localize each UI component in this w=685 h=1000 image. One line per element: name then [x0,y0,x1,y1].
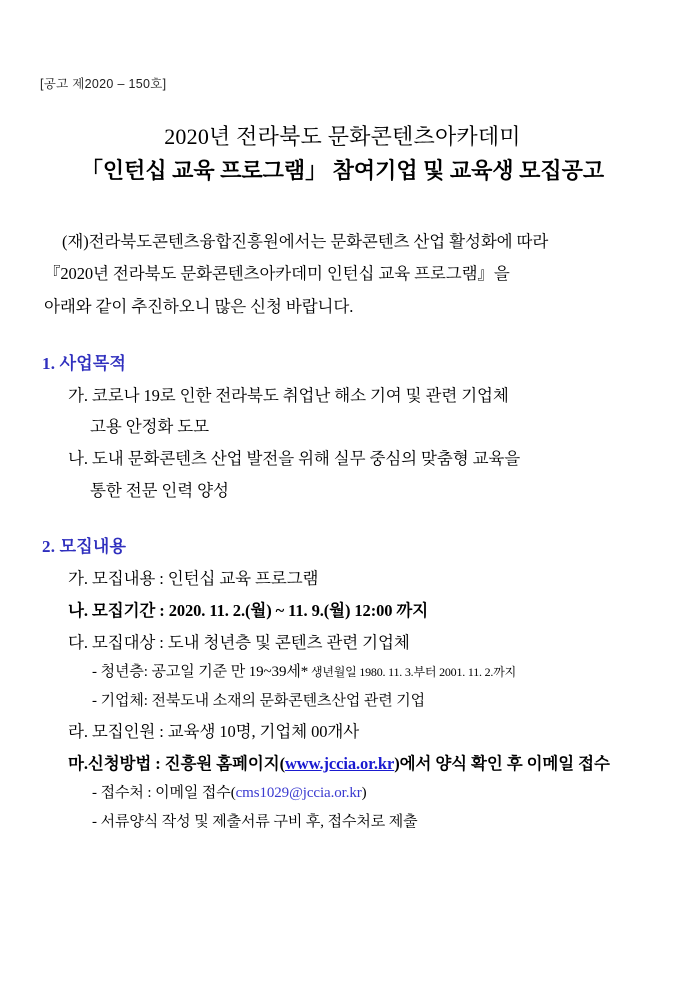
item-text: 모집대상 : 도내 청년층 및 콘텐츠 관련 기업체 [91,632,410,652]
sub-item [92,658,647,687]
sub-item-text: 청년층: 공고일 기준 만 19~39세* [100,664,309,681]
item-text: 도내 문화콘텐츠 산업 발전을 위해 실무 중심의 맞춤형 교육을 [91,449,521,469]
item-text-after: )에서 양식 확인 후 이메일 접수 [394,753,610,773]
sub-item-text: 기업체: 전북도내 소재의 문화콘텐츠산업 관련 기업 [100,693,426,710]
homepage-link[interactable]: www.jccia.or.kr [284,753,395,773]
item-label: 나. [68,449,88,469]
dash-marker: - [92,693,97,710]
section-heading: 1. 사업목적 [42,353,127,373]
item-text: 코로나 19로 인한 전라북도 취업난 해소 기여 및 관련 기업체 [91,385,509,405]
item-text: 신청방법 : 진흥원 홈페이지( [87,753,285,773]
section-purpose [38,349,647,507]
list-item [68,627,647,659]
item-text: 모집내용 : 인턴십 교육 프로그램 [91,569,319,589]
list-item-continuation [68,411,647,443]
dash-marker: - [92,785,97,802]
sub-item [92,779,647,808]
email-address[interactable]: cms1029@jccia.or.kr [235,785,362,802]
list-item [68,595,647,627]
item-label: 마. [68,753,88,773]
list-item [68,563,647,595]
list-item [68,748,647,780]
item-text: 모집기간 : 2020. 11. 2.(월) ~ 11. 9.(월) 12:00 까지 [91,601,429,621]
item-label: 가. [68,385,88,405]
sub-item-text: 접수처 : 이메일 접수( [100,785,236,802]
intro-line-2: 『2020년 전라북도 문화콘텐츠아카데미 인턴십 교육 프로그램』을 [44,264,510,284]
list-item [68,443,647,475]
item-text-cont: 통한 전문 인력 양성 [90,480,229,500]
list-item-continuation [68,475,647,507]
notice-number: [공고 제2020 – 150호] [40,77,167,91]
section-recruitment [38,532,647,837]
item-text-cont: 고용 안정화 도모 [90,417,209,437]
item-label: 나. [68,601,88,621]
sub-item-text: 서류양식 작성 및 제출서류 구비 후, 접수처로 제출 [100,814,418,831]
item-text: 모집인원 : 교육생 10명, 기업체 00개사 [91,722,360,741]
dash-marker: - [92,664,97,681]
item-label: 다. [68,632,88,652]
list-item [68,380,647,412]
intro-paragraph [44,226,643,323]
intro-line-1: (재)전라북도콘텐츠융합진흥원에서는 문화콘텐츠 산업 활성화에 따라 [62,232,549,252]
item-label: 가. [68,569,88,589]
item-label: 라. [68,722,88,741]
title-line-2: 「인턴십 교육 프로그램」 참여기업 및 교육생 모집공고 [80,158,605,184]
section-heading: 2. 모집내용 [42,537,127,557]
list-item [68,716,647,748]
dash-marker: - [92,814,97,831]
sub-item-text-after: ) [361,785,367,802]
sub-item [92,687,647,716]
title-line-1: 2020년 전라북도 문화콘텐츠아카데미 [164,124,521,149]
page-title [38,120,647,188]
sub-item-note: 생년월일 1980. 11. 3.부터 2001. 11. 2.까지 [308,665,517,680]
intro-line-3: 아래와 같이 추진하오니 많은 신청 바랍니다. [44,296,354,316]
sub-item [92,808,647,837]
